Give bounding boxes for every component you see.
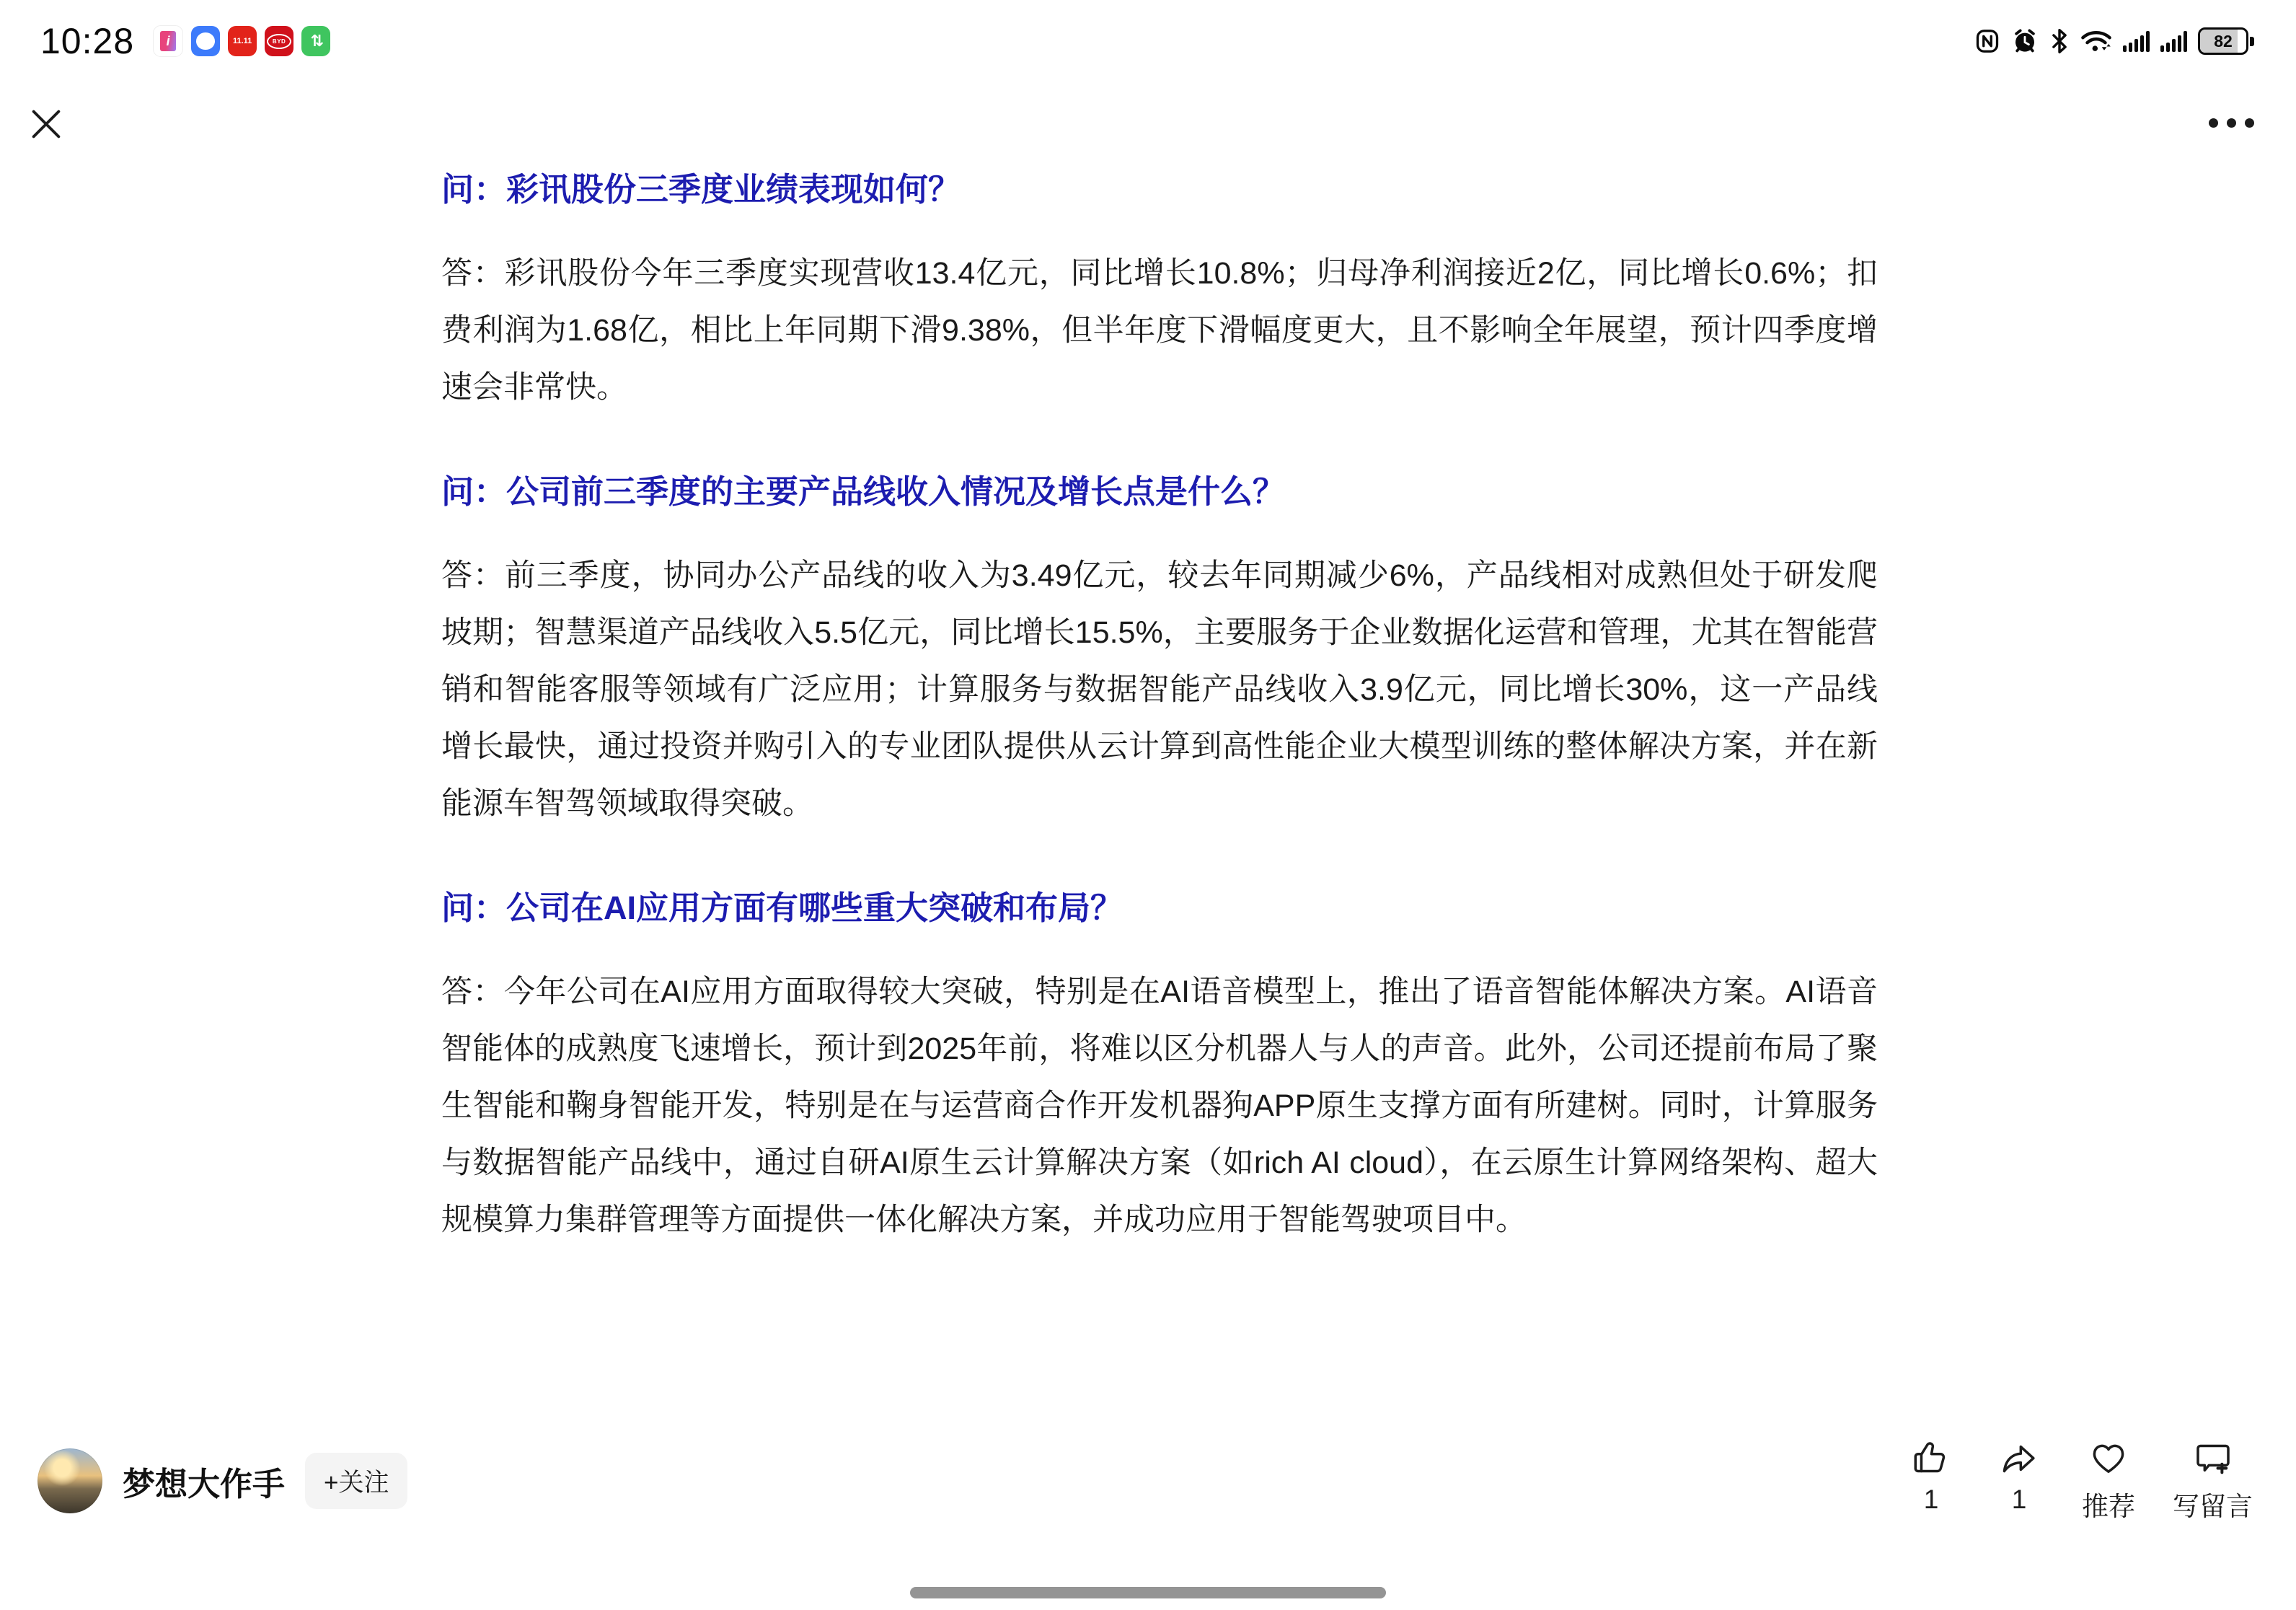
answer-2: 答：前三季度，协同办公产品线的收入为3.49亿元，较去年同期减少6%，产品线相对成熟但处于研发爬坡期；智慧渠道产品线收入5.5亿元，同比增长15.5%，主要服务于企业数据化运营和管理，尤其在智能营销和智能客服等领域有广泛应用；计算服务与数据智能产品线收入3.9亿元，同比增长30%，这一产品线增长最快，通过投资并购引入的专业团队提供从云计算到高性能企业大模型训练的整体解决方案，并在新能源车智驾领域取得突破。 — [441, 558, 1878, 821]
messages-icon — [191, 26, 220, 56]
footer-bar — [0, 1427, 2296, 1535]
wifi-icon — [2080, 27, 2112, 55]
answer-3: 答：今年公司在AI应用方面取得较大突破，特别是在AI语音模型上，推出了语音智能体解决方案。AI语音智能体的成熟度飞速增长，预计到2025年前，将难以区分机器人与人的声音。此外，公司还提前布局了聚生智能和鞠身智能开发，特别是在与运营商合作开发机器狗APP原生支撑方面有所建树。同时，计算服务与数据智能产品线中，通过自研AI原生云计算解决方案（如rich AI cloud），在云原生计算网络架构、超大规模算力集群管理等方面提供一体化解决方案，并成功应用于智能驾驶项目中。 — [441, 975, 1878, 1237]
share-arrow-icon — [1999, 1438, 2039, 1479]
recommend-button[interactable] — [2082, 1438, 2135, 1523]
answer-1: 答：彩讯股份今年三季度实现营收13.4亿元，同比增长10.8%；归母净利润接近2亿，同比增长0.6%；扣费利润为1.68亿，相比上年同期下滑9.38%，但半年度下滑幅度更大，且不影响全年展望，预计四季度增速会非常快。 — [441, 256, 1878, 405]
recommend-label: 推荐 — [2082, 1492, 2135, 1521]
question-3: 问：公司在AI应用方面有哪些重大突破和布局？ — [441, 889, 1123, 926]
comment-label: 写留言 — [2173, 1492, 2253, 1521]
books-icon: i — [153, 25, 183, 57]
like-count: 1 — [1923, 1484, 1939, 1514]
bluetooth-icon — [2049, 28, 2070, 54]
heart-icon — [2088, 1438, 2129, 1479]
signal-strength-icon-sim2 — [2160, 30, 2187, 52]
battery-icon — [2198, 27, 2254, 55]
more-options-icon[interactable] — [2209, 108, 2254, 137]
question-2: 问：公司前三季度的主要产品线收入情况及增长点是什么？ — [441, 473, 1286, 510]
signal-strength-icon-sim1 — [2123, 30, 2150, 52]
comment-button[interactable] — [2173, 1438, 2253, 1523]
jd-sale-icon: 11.11 — [228, 26, 257, 56]
alarm-icon — [2011, 27, 2039, 55]
data-transfer-icon: ⇅ — [301, 26, 330, 56]
avatar[interactable] — [37, 1448, 102, 1513]
share-count: 1 — [2011, 1484, 2027, 1514]
clock-time: 10:28 — [40, 21, 135, 61]
home-indicator-bar[interactable] — [910, 1587, 1386, 1598]
close-icon[interactable] — [27, 105, 65, 143]
engagement-actions — [1906, 1438, 2253, 1523]
question-1: 问：彩讯股份三季度业绩表现如何？ — [441, 171, 961, 208]
notification-app-icons — [153, 25, 330, 57]
author-name: 梦想大作手 — [123, 1465, 286, 1503]
byd-icon: BYD — [265, 26, 293, 56]
follow-button[interactable]: +关注 — [305, 1453, 407, 1509]
comment-plus-icon — [2193, 1438, 2233, 1479]
like-button[interactable] — [1906, 1438, 1956, 1515]
thumbs-up-icon — [1911, 1438, 1951, 1479]
battery-percent: 82 — [2214, 31, 2233, 50]
share-button[interactable] — [1994, 1438, 2044, 1515]
author-block — [37, 1448, 407, 1513]
nfc-icon — [1974, 28, 2000, 54]
article-body — [441, 0, 1878, 1249]
